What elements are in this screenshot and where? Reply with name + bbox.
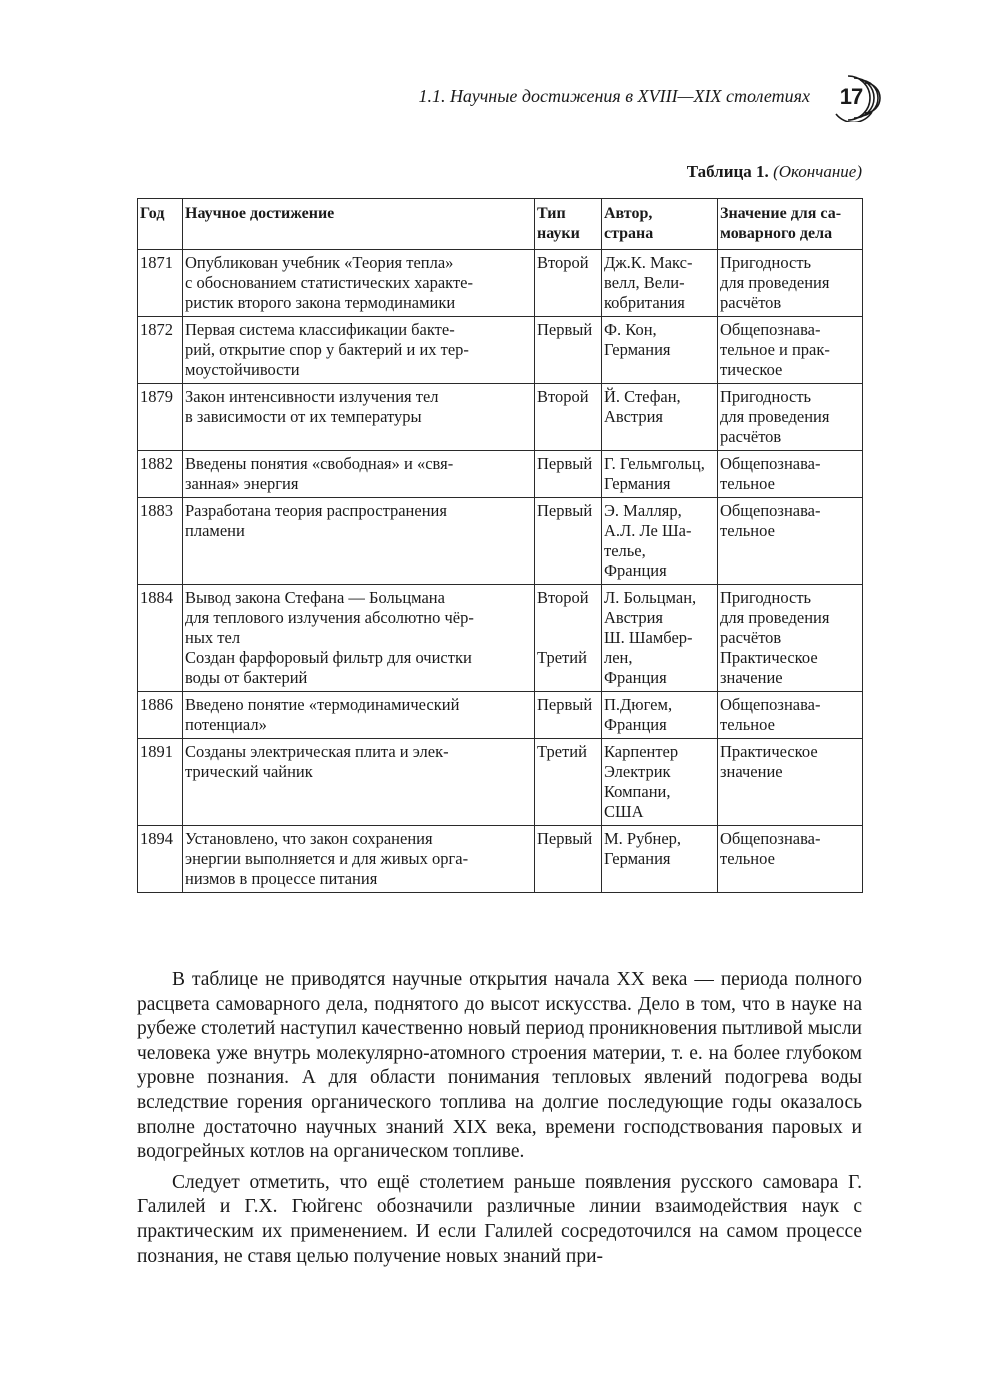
- cell-achievement: [183, 692, 535, 739]
- cell-significance: [718, 739, 863, 826]
- cell-line: Франция: [604, 715, 667, 734]
- cell-line: тельное и прак-: [720, 340, 830, 359]
- table-row: [138, 250, 863, 317]
- cell-line: Австрия: [604, 407, 664, 426]
- cell-line: занная» энергия: [185, 474, 299, 493]
- cell-achievement: [183, 451, 535, 498]
- table-row: [138, 317, 863, 384]
- cell-line: кобритания: [604, 293, 685, 312]
- cell-line: тельное: [720, 474, 775, 493]
- table-caption-note: (Окончание): [773, 162, 862, 181]
- table-row: [138, 739, 863, 826]
- cell-line: потенциал»: [185, 715, 267, 734]
- cell-line: Австрия: [604, 608, 664, 627]
- table-caption-label: Таблица 1.: [686, 162, 769, 181]
- cell-year: 1871: [138, 250, 183, 317]
- cell-line: значение: [720, 668, 783, 687]
- cell-line: Г. Гельмгольц,: [604, 454, 705, 473]
- cell-author: [602, 250, 718, 317]
- cell-type: [535, 317, 602, 384]
- cell-year: 1886: [138, 692, 183, 739]
- cell-line: в зависимости от их температуры: [185, 407, 422, 426]
- cell-line: расчётов: [720, 628, 782, 647]
- cell-line: для проведения: [720, 407, 830, 426]
- header-line: Научное достижение: [185, 205, 335, 222]
- cell-line: Второй: [537, 387, 589, 406]
- cell-line: Практическое: [720, 648, 818, 667]
- cell-achievement: [183, 826, 535, 893]
- cell-type: [535, 498, 602, 585]
- cell-line: тическое: [720, 360, 783, 379]
- cell-line: рий, открытие спор у бактерий и их тер-: [185, 340, 469, 359]
- cell-author: [602, 826, 718, 893]
- page-number: 17: [839, 84, 863, 109]
- header-line: науки: [537, 225, 580, 242]
- cell-type: [535, 692, 602, 739]
- table-row: [138, 826, 863, 893]
- cell-line: Ф. Кон,: [604, 320, 657, 339]
- cell-line: Германия: [604, 849, 671, 868]
- cell-line: Ш. Шамбер-: [604, 628, 693, 647]
- cell-line: тельное: [720, 849, 775, 868]
- cell-line: Пригодность: [720, 253, 812, 272]
- cell-line: тельное: [720, 715, 775, 734]
- cell-line: Введены понятия «свободная» и «свя-: [185, 454, 454, 473]
- cell-line: Создан фарфоровый фильтр для очистки: [185, 648, 472, 667]
- cell-author: [602, 739, 718, 826]
- page-number-badge: [828, 74, 888, 122]
- cell-line: значение: [720, 762, 783, 781]
- cell-line: Первый: [537, 695, 593, 714]
- cell-line: воды от бактерий: [185, 668, 308, 687]
- cell-line: Компани,: [604, 782, 671, 801]
- cell-achievement: [183, 498, 535, 585]
- cell-author: [602, 384, 718, 451]
- cell-type: [535, 250, 602, 317]
- cell-author: [602, 451, 718, 498]
- cell-line: Германия: [604, 474, 671, 493]
- cell-line: Первый: [537, 320, 593, 339]
- col-header-achievement: [183, 199, 535, 250]
- cell-line: Франция: [604, 561, 667, 580]
- cell-significance: [718, 585, 863, 692]
- cell-line: Общепознава-: [720, 695, 821, 714]
- cell-achievement: [183, 384, 535, 451]
- cell-line: Разработана теория распространения: [185, 501, 447, 520]
- cell-type: [535, 826, 602, 893]
- cell-line: тельное: [720, 521, 775, 540]
- cell-author: [602, 692, 718, 739]
- cell-line: Общепознава-: [720, 320, 821, 339]
- cell-author: [602, 498, 718, 585]
- cell-line: Первая система классификации бакте-: [185, 320, 455, 339]
- cell-line: ристик второго закона термодинамики: [185, 293, 456, 312]
- cell-line: Франция: [604, 668, 667, 687]
- cell-line: Э. Малляр,: [604, 501, 682, 520]
- cell-line: Введено понятие «термодинамический: [185, 695, 460, 714]
- cell-line: расчётов: [720, 293, 782, 312]
- cell-achievement: [183, 739, 535, 826]
- cell-line: трический чайник: [185, 762, 313, 781]
- cell-line: Германия: [604, 340, 671, 359]
- cell-line: Общепознава-: [720, 829, 821, 848]
- cell-year: 1879: [138, 384, 183, 451]
- cell-year: 1882: [138, 451, 183, 498]
- body-text: [137, 968, 862, 1275]
- cell-line: энергии выполняется и для живых орга-: [185, 849, 469, 868]
- running-head: 1.1. Научные достижения в XVIII—XIX столетиях: [418, 86, 810, 106]
- cell-type: [535, 739, 602, 826]
- cell-line: М. Рубнер,: [604, 829, 682, 848]
- cell-author: [602, 585, 718, 692]
- cell-line: Л. Больцман,: [604, 588, 697, 607]
- cell-line: Созданы электрическая плита и элек-: [185, 742, 449, 761]
- cell-significance: [718, 451, 863, 498]
- table-row: [138, 384, 863, 451]
- cell-line: Электрик: [604, 762, 671, 781]
- cell-type: [535, 451, 602, 498]
- col-header-significance: [718, 199, 863, 250]
- cell-achievement: [183, 317, 535, 384]
- cell-line: [537, 628, 599, 648]
- cell-line: Первый: [537, 501, 593, 520]
- cell-year: 1872: [138, 317, 183, 384]
- paragraph: В таблице не приводятся научные открытия начала XX века — периода полного расцвета самоварного дела, поднятого до высот искусства. Дело в том, что в науке на рубеже столетий наступил качественно новый период проникновения пытливой мысли человека уже внутрь молекулярно-атомного строения материи, т. е. на более глубоком уровне познания. А для области понимания тепловых явлений подогрева воды вследствие горения органического топлива на долгие последующие годы оказалось вполне достаточно научных знаний XIX века, времени господствования паровых и водогрейных котлов на органическом топливе.: [137, 969, 862, 1163]
- col-header-type: [535, 199, 602, 250]
- cell-line: Второй: [537, 253, 589, 272]
- header-line: Тип: [537, 205, 566, 222]
- cell-type: [535, 585, 602, 692]
- cell-line: Карпентер: [604, 742, 679, 761]
- cell-line: Второй: [537, 588, 589, 607]
- cell-line: Практическое: [720, 742, 818, 761]
- cell-line: Первый: [537, 829, 593, 848]
- cell-achievement: [183, 585, 535, 692]
- cell-year: 1883: [138, 498, 183, 585]
- header-line: Автор,: [604, 205, 653, 222]
- table-body: [138, 250, 863, 893]
- table-row: [138, 498, 863, 585]
- cell-line: расчётов: [720, 427, 782, 446]
- cell-line: А.Л. Ле Ша-: [604, 521, 692, 540]
- cell-author: [602, 317, 718, 384]
- cell-line: Третий: [537, 648, 587, 667]
- cell-line: Общепознава-: [720, 454, 821, 473]
- cell-line: Й. Стефан,: [604, 387, 681, 406]
- cell-line: лен,: [604, 648, 633, 667]
- cell-significance: [718, 826, 863, 893]
- cell-line: Пригодность: [720, 588, 812, 607]
- cell-line: Общепознава-: [720, 501, 821, 520]
- table-caption: [500, 162, 862, 182]
- header-line: моварного дела: [720, 225, 833, 242]
- col-header-year: [138, 199, 183, 250]
- paragraph: Следует отметить, что ещё столетием раньше появления русского самовара Г. Галилей и Г.Х. Гюйгенс обозначили различные линии взаимодействия наук с практическим их применением. И если Галилей сосредоточился на самом процессе познания, не ставя целью получение новых знаний при-: [137, 1171, 862, 1267]
- cell-line: велл, Вели-: [604, 273, 685, 292]
- cell-line: Первый: [537, 454, 593, 473]
- cell-achievement: [183, 250, 535, 317]
- cell-type: [535, 384, 602, 451]
- cell-line: Дж.К. Макс-: [604, 253, 693, 272]
- cell-line: ных тел: [185, 628, 241, 647]
- cell-significance: [718, 692, 863, 739]
- cell-year: 1891: [138, 739, 183, 826]
- cell-line: с обоснованием статистических характе-: [185, 273, 473, 292]
- cell-significance: [718, 250, 863, 317]
- cell-year: 1884: [138, 585, 183, 692]
- cell-line: для проведения: [720, 608, 830, 627]
- cell-line: Третий: [537, 742, 587, 761]
- cell-line: для теплового излучения абсолютно чёр-: [185, 608, 474, 627]
- cell-year: 1894: [138, 826, 183, 893]
- col-header-author: [602, 199, 718, 250]
- table-row: [138, 585, 863, 692]
- achievements-table: [137, 198, 863, 893]
- header-line: страна: [604, 225, 654, 242]
- cell-significance: [718, 384, 863, 451]
- table-header-row: [138, 199, 863, 250]
- cell-line: [537, 608, 599, 628]
- cell-line: пламени: [185, 521, 245, 540]
- cell-line: Пригодность: [720, 387, 812, 406]
- cell-significance: [718, 498, 863, 585]
- table-row: [138, 451, 863, 498]
- header-line: Значение для са-: [720, 205, 842, 222]
- cell-line: моустойчивости: [185, 360, 300, 379]
- cell-line: для проведения: [720, 273, 830, 292]
- cell-line: П.Дюгем,: [604, 695, 673, 714]
- cell-line: Вывод закона Стефана — Больцмана: [185, 588, 445, 607]
- cell-line: низмов в процессе питания: [185, 869, 378, 888]
- cell-line: США: [604, 802, 644, 821]
- cell-line: телье,: [604, 541, 646, 560]
- cell-significance: [718, 317, 863, 384]
- header-line: Год: [140, 205, 165, 222]
- cell-line: Закон интенсивности излучения тел: [185, 387, 439, 406]
- cell-line: Установлено, что закон сохранения: [185, 829, 433, 848]
- cell-line: Опубликован учебник «Теория тепла»: [185, 253, 454, 272]
- table-row: [138, 692, 863, 739]
